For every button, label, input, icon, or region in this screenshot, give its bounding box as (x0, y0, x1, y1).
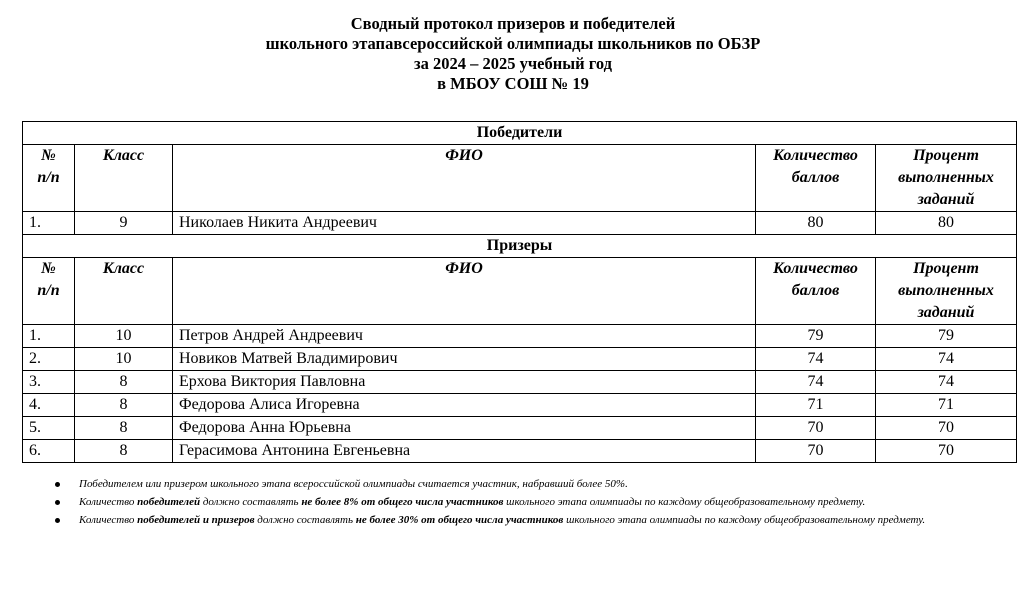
row-num: 6. (23, 440, 75, 463)
row-score: 71 (756, 394, 876, 417)
row-percent: 74 (876, 371, 1017, 394)
row-percent: 71 (876, 394, 1017, 417)
row-class: 8 (75, 371, 173, 394)
row-percent: 79 (876, 325, 1017, 348)
row-num: 5. (23, 417, 75, 440)
title-line-2: школьного этапавсероссийской олимпиады школьников по ОБЗР (265, 34, 761, 53)
bullet-icon (55, 482, 60, 487)
header-fio: ФИО (173, 258, 756, 325)
table-row (23, 440, 1017, 463)
row-num: 1. (23, 325, 75, 348)
row-fio: Ерхова Виктория Павловна (173, 371, 756, 394)
row-class: 10 (75, 348, 173, 371)
row-num: 4. (23, 394, 75, 417)
row-class: 9 (75, 212, 173, 235)
document-title (0, 14, 1026, 94)
row-score: 79 (756, 325, 876, 348)
notes-list (52, 476, 992, 530)
row-class: 8 (75, 417, 173, 440)
table-row (23, 348, 1017, 371)
row-class: 8 (75, 394, 173, 417)
row-score: 80 (756, 212, 876, 235)
note-item: Количество победителей и призеров должно составлять не более 30% от общего числа участников школьного этапа олимпиады по каждому общеобразовательному предмету. (52, 512, 992, 529)
title-line-4: в МБОУ СОШ № 19 (437, 74, 589, 93)
row-num: 1. (23, 212, 75, 235)
row-percent: 70 (876, 440, 1017, 463)
row-fio: Петров Андрей Андреевич (173, 325, 756, 348)
prizers-section-label: Призеры (23, 235, 1017, 258)
header-num: № п/п (23, 258, 75, 325)
bullet-icon (55, 518, 60, 523)
row-num: 3. (23, 371, 75, 394)
title-line-1: Сводный протокол призеров и победителей (350, 14, 676, 33)
winners-section-label: Победители (23, 122, 1017, 145)
header-percent: Процент выполненных заданий (876, 258, 1017, 325)
table-row (23, 417, 1017, 440)
header-percent: Процент выполненных заданий (876, 145, 1017, 212)
table-row (23, 212, 1017, 235)
row-fio: Новиков Матвей Владимирович (173, 348, 756, 371)
table-row (23, 371, 1017, 394)
row-class: 10 (75, 325, 173, 348)
row-percent: 70 (876, 417, 1017, 440)
table-row (23, 325, 1017, 348)
row-fio: Федорова Анна Юрьевна (173, 417, 756, 440)
winners-header-row (23, 145, 1017, 212)
row-num: 2. (23, 348, 75, 371)
note-item: Количество победителей должно составлять не более 8% от общего числа участников школьного этапа олимпиады по каждому общеобразовательному предмету. (52, 494, 992, 511)
header-score: Количество баллов (756, 258, 876, 325)
header-num: № п/п (23, 145, 75, 212)
row-score: 74 (756, 371, 876, 394)
row-score: 70 (756, 440, 876, 463)
prizers-header-row (23, 258, 1017, 325)
title-line-3: за 2024 – 2025 учебный год (414, 54, 612, 73)
bullet-icon (55, 500, 60, 505)
header-class: Класс (75, 145, 173, 212)
row-fio: Федорова Алиса Игоревна (173, 394, 756, 417)
note-item: Победителем или призером школьного этапа всероссийской олимпиады считается участник, набравший более 50%. (52, 476, 992, 493)
row-percent: 80 (876, 212, 1017, 235)
row-score: 74 (756, 348, 876, 371)
results-table (22, 121, 1017, 463)
row-percent: 74 (876, 348, 1017, 371)
row-fio: Николаев Никита Андреевич (173, 212, 756, 235)
row-fio: Герасимова Антонина Евгеньевна (173, 440, 756, 463)
table-row (23, 394, 1017, 417)
row-score: 70 (756, 417, 876, 440)
header-class: Класс (75, 258, 173, 325)
header-score: Количество баллов (756, 145, 876, 212)
header-fio: ФИО (173, 145, 756, 212)
row-class: 8 (75, 440, 173, 463)
